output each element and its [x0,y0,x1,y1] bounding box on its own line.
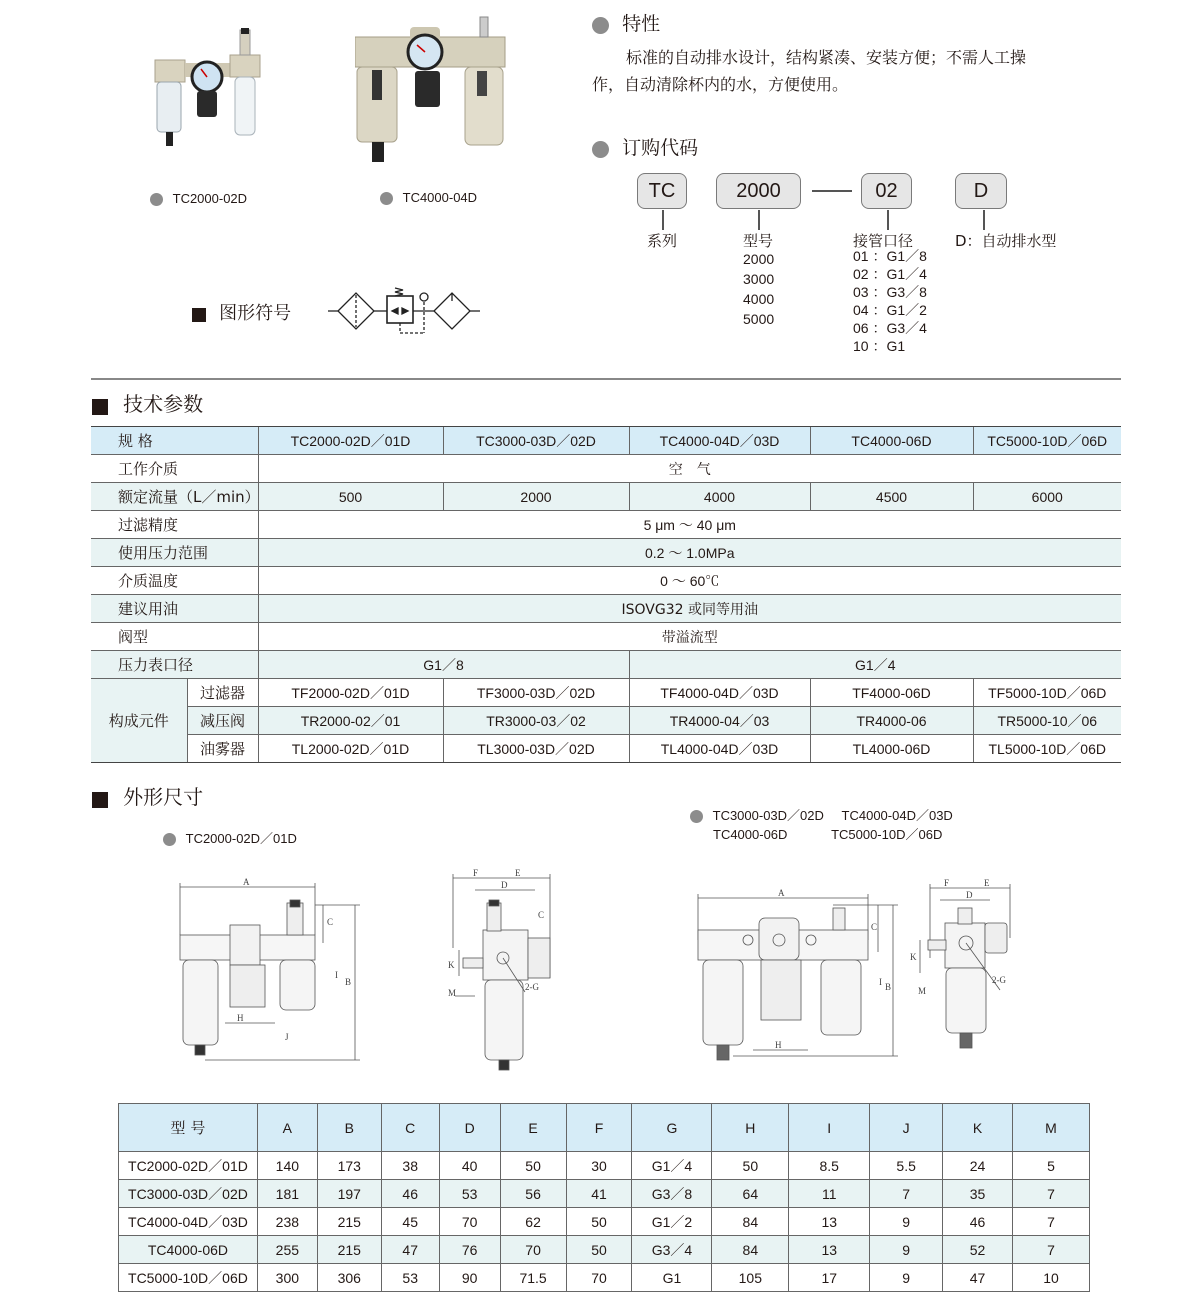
table-row [119,1264,1090,1292]
value-cell: 6000 [973,483,1121,511]
dim-label-2g: 2-G [992,975,1006,985]
row-header: 工作介质 [91,455,258,483]
value-cell: 76 [439,1236,500,1264]
dim-label-h: H [237,1013,244,1023]
model-cell: TC4000-06D [810,427,973,455]
product-photo-tc2000 [145,25,265,150]
value-cell: 13 [789,1236,870,1264]
symbol-heading: 图形符号 [192,299,291,325]
value-cell: TR2000-02／01 [258,707,443,735]
side-view-drawing [910,878,1020,1068]
code-dash [812,190,852,192]
value-cell: 53 [381,1264,439,1292]
dim-label-m: M [918,986,927,996]
column-header: D [439,1104,500,1152]
model-cell: TC3000-03D／02D [119,1180,258,1208]
row-header: 过滤精度 [91,511,258,539]
value-cell: 50 [566,1236,632,1264]
component-name: 油雾器 [187,735,258,763]
dim-label-f: F [473,868,479,878]
table-row [91,427,1121,455]
value-cell: G3／4 [632,1236,712,1264]
connector-line [983,210,985,230]
front-view-drawing [693,880,903,1065]
value-cell: 24 [943,1152,1013,1180]
value-cell: 50 [566,1208,632,1236]
model-cell: TC5000-10D／06D [119,1264,258,1292]
value-cell: G1／4 [629,651,1121,679]
model-list: 2000 3000 4000 5000 [743,251,775,327]
dim-label-k: K [910,952,917,962]
column-header: M [1013,1104,1090,1152]
dim-label-i: I [879,977,882,987]
order-code-heading: 订购代码 [592,133,698,160]
tech-params-table [91,426,1121,763]
frl-symbol-icon [328,283,500,343]
dimension-drawing-large-front [693,880,903,1069]
code-box-drain: D [955,173,1007,209]
model-label: 型号 [743,232,774,250]
value-cell: G3／8 [632,1180,712,1208]
value-cell: 11 [789,1180,870,1208]
value-cell: 35 [943,1180,1013,1208]
table-row [91,651,1121,679]
value-cell: 90 [439,1264,500,1292]
value-cell: 9 [870,1236,943,1264]
value-cell: G1 [632,1264,712,1292]
value-cell: 84 [712,1236,789,1264]
value-cell: 5 [1013,1152,1090,1180]
table-row [91,735,1121,763]
model-cell: TC4000-04D／03D [119,1208,258,1236]
value-cell: G1／2 [632,1208,712,1236]
filter-regulator-lubricator-image [145,25,265,150]
table-row [119,1208,1090,1236]
pneumatic-symbol [328,283,500,347]
value-cell: 45 [381,1208,439,1236]
value-cell: 215 [317,1236,381,1264]
dim-label-c: C [538,910,545,920]
value-cell: 9 [870,1208,943,1236]
table-row [91,567,1121,595]
dim-label-j: J [285,1032,289,1042]
table-row [91,539,1121,567]
value-cell: ISOVG32 或同等用油 [258,595,1121,623]
value-cell: 50 [712,1152,789,1180]
dims-heading: 外形尺寸 [92,781,203,810]
value-cell: 4500 [810,483,973,511]
bullet-dot-icon [592,141,609,158]
value-cell: 70 [566,1264,632,1292]
dim-label-h: H [775,1040,782,1050]
square-bullet-icon [92,399,108,415]
code-box-model: 2000 [716,173,801,209]
square-bullet-icon [192,308,206,322]
value-cell: 197 [317,1180,381,1208]
features-text: 标准的自动排水设计，结构紧凑、安装方便；不需人工操 作，自动清除杯内的水，方便使用。 [592,48,1027,94]
column-header: 型 号 [119,1104,258,1152]
value-cell: 71.5 [500,1264,566,1292]
column-header: E [500,1104,566,1152]
model-cell: TC3000-03D／02D [443,427,629,455]
value-cell: 52 [943,1236,1013,1264]
dimension-drawing-tc2000-side [445,868,560,1082]
value-cell: TF4000-04D／03D [629,679,810,707]
value-cell: TR3000-03／02 [443,707,629,735]
table-row [91,707,1121,735]
table-row [91,679,1121,707]
value-cell: 7 [870,1180,943,1208]
series-label: 系列 [647,232,678,250]
component-name: 减压阀 [187,707,258,735]
model-cell: TC4000-04D／03D [629,427,810,455]
value-cell: 10 [1013,1264,1090,1292]
dim-label-b: B [345,977,352,987]
value-cell: 47 [381,1236,439,1264]
value-cell: 9 [870,1264,943,1292]
features-heading: 特性 [592,9,660,36]
dimension-drawing-tc2000-front [175,875,365,1079]
value-cell: 17 [789,1264,870,1292]
dim-label-d: D [966,890,973,900]
port-label: 接管口径 [853,232,914,250]
product-caption-1: TC2000-02D [150,191,247,206]
front-view-drawing [175,875,365,1075]
value-cell: 47 [943,1264,1013,1292]
row-header: 规 格 [91,427,258,455]
dim-label-i: I [335,970,338,980]
table-row [119,1236,1090,1264]
value-cell: 13 [789,1208,870,1236]
row-header: 构成元件 [91,679,187,763]
value-cell: 30 [566,1152,632,1180]
row-header: 介质温度 [91,567,258,595]
value-cell: TL3000-03D／02D [443,735,629,763]
dim-label-a: A [778,888,785,898]
value-cell: 238 [257,1208,317,1236]
model-cell: TC2000-02D／01D [258,427,443,455]
value-cell: 5.5 [870,1152,943,1180]
value-cell: 5 μm ～ 40 μm [258,511,1121,539]
dim-label-k: K [448,960,455,970]
column-header: B [317,1104,381,1152]
row-header: 建议用油 [91,595,258,623]
dims-group-2-label: TC3000-03D／02D TC4000-04D／03D TC4000-06D TC5000-10D／06D [690,806,953,844]
value-cell: 300 [257,1264,317,1292]
value-cell: 46 [381,1180,439,1208]
table-row [91,455,1121,483]
value-cell: 2000 [443,483,629,511]
value-cell: 181 [257,1180,317,1208]
column-header: A [257,1104,317,1152]
dimension-drawing-large-side [910,878,1020,1072]
table-row [91,511,1121,539]
table-header-row [119,1104,1090,1152]
code-box-port: 02 [861,173,912,209]
component-name: 过滤器 [187,679,258,707]
dim-label-e: E [984,878,990,888]
value-cell: 空 气 [258,455,1121,483]
value-cell: 40 [439,1152,500,1180]
code-box-series: TC [637,173,687,209]
column-header: G [632,1104,712,1152]
value-cell: 500 [258,483,443,511]
column-header: J [870,1104,943,1152]
value-cell: 46 [943,1208,1013,1236]
dimensions-table [118,1103,1090,1292]
value-cell: 64 [712,1180,789,1208]
square-bullet-icon [92,792,108,808]
value-cell: 84 [712,1208,789,1236]
model-cell: TC5000-10D／06D [973,427,1121,455]
model-cell: TC2000-02D／01D [119,1152,258,1180]
value-cell: TF4000-06D [810,679,973,707]
dim-label-c: C [871,922,878,932]
dim-label-e: E [515,868,521,878]
product-caption-2: TC4000-04D [380,190,477,205]
column-header: C [381,1104,439,1152]
tech-heading: 技术参数 [92,388,203,417]
value-cell: TR4000-04／03 [629,707,810,735]
value-cell: 41 [566,1180,632,1208]
dim-label-a: A [243,877,250,887]
side-view-drawing [445,868,560,1078]
value-cell: TF2000-02D／01D [258,679,443,707]
value-cell: 53 [439,1180,500,1208]
value-cell: 306 [317,1264,381,1292]
value-cell: 70 [500,1236,566,1264]
value-cell: 带溢流型 [258,623,1121,651]
column-header: I [789,1104,870,1152]
bullet-dot-icon [163,833,176,846]
dim-label-2g: 2-G [525,982,539,992]
value-cell: TR4000-06 [810,707,973,735]
value-cell: 105 [712,1264,789,1292]
value-cell: 62 [500,1208,566,1236]
value-cell: TF5000-10D／06D [973,679,1121,707]
dimensions-table-body [119,1152,1090,1292]
value-cell: TF3000-03D／02D [443,679,629,707]
value-cell: TR5000-10／06 [973,707,1121,735]
bullet-dot-icon [592,17,609,34]
table-row [91,595,1121,623]
bullet-dot-icon [690,810,703,823]
value-cell: 0.2 ～ 1.0MPa [258,539,1121,567]
row-header: 阀型 [91,623,258,651]
value-cell: TL4000-04D／03D [629,735,810,763]
dim-label-d: D [501,880,508,890]
column-header: F [566,1104,632,1152]
row-header: 额定流量（L／min） [91,483,258,511]
value-cell: TL2000-02D／01D [258,735,443,763]
value-cell: 173 [317,1152,381,1180]
connector-line [662,210,664,230]
dim-label-b: B [885,982,892,992]
value-cell: 38 [381,1152,439,1180]
dim-label-m: M [448,988,457,998]
product-photo-tc4000 [355,15,515,165]
drain-label: D：自动排水型 [955,232,1057,250]
dim-label-c: C [327,917,334,927]
table-row [91,483,1121,511]
value-cell: 56 [500,1180,566,1208]
port-list: 01 ：G1／8 02 ：G1／4 03 ：G3／8 04 ：G1／2 06 ：G3／4 10 ：G1 [853,248,927,354]
dim-label-f: F [944,878,950,888]
value-cell: 140 [257,1152,317,1180]
filter-regulator-lubricator-image [355,15,515,165]
table-row [91,623,1121,651]
value-cell: 8.5 [789,1152,870,1180]
value-cell: 215 [317,1208,381,1236]
bullet-dot-icon [150,193,163,206]
value-cell: 7 [1013,1236,1090,1264]
section-divider [91,378,1121,380]
table-row [119,1180,1090,1208]
value-cell: 70 [439,1208,500,1236]
value-cell: TL5000-10D／06D [973,735,1121,763]
row-header: 使用压力范围 [91,539,258,567]
connector-line [758,210,760,230]
value-cell: 0 ～ 60℃ [258,567,1121,595]
table-row [119,1152,1090,1180]
value-cell: G1／8 [258,651,629,679]
dims-group-1-label: TC2000-02D／01D [163,828,297,847]
value-cell: 7 [1013,1180,1090,1208]
bullet-dot-icon [380,192,393,205]
value-cell: 50 [500,1152,566,1180]
column-header: H [712,1104,789,1152]
value-cell: TL4000-06D [810,735,973,763]
value-cell: 4000 [629,483,810,511]
column-header: K [943,1104,1013,1152]
value-cell: 7 [1013,1208,1090,1236]
connector-line [887,210,889,230]
value-cell: G1／4 [632,1152,712,1180]
value-cell: 255 [257,1236,317,1264]
model-cell: TC4000-06D [119,1236,258,1264]
row-header: 压力表口径 [91,651,258,679]
